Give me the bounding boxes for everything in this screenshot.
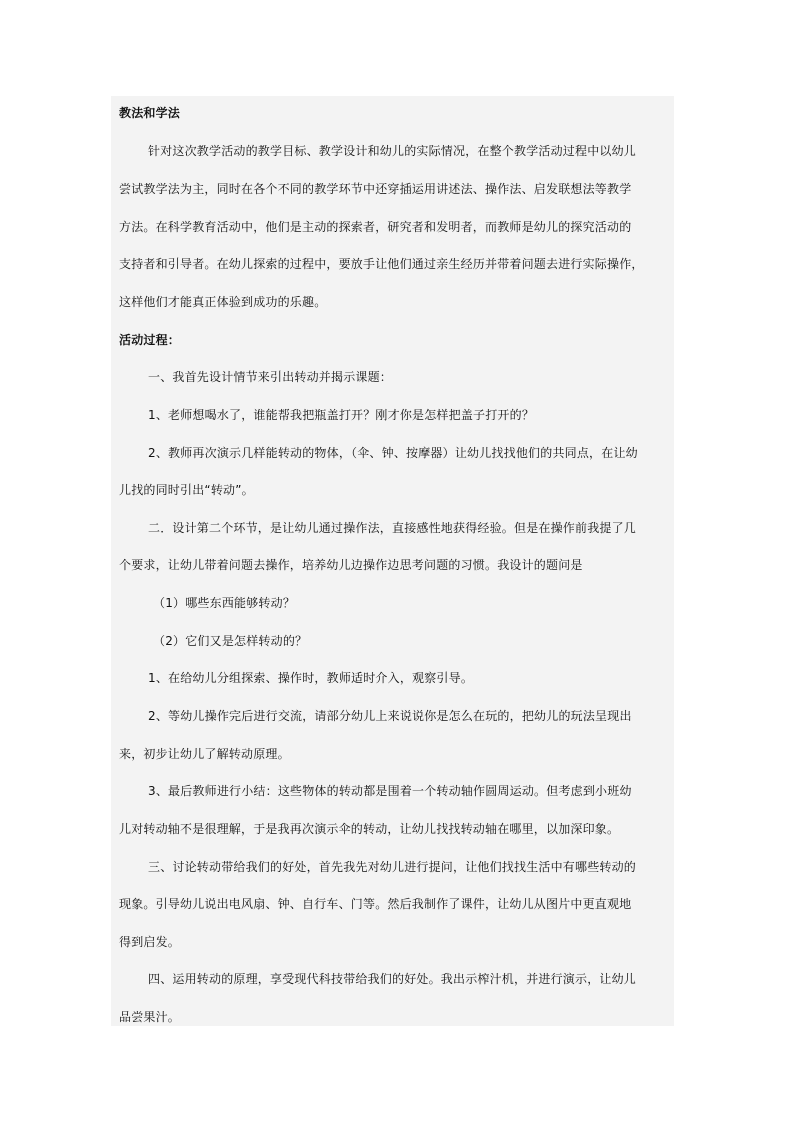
paragraph-line: 三、讨论转动带给我们的好处，首先我先对幼儿进行提问，让他们找找生活中有哪些转动的 xyxy=(148,860,637,874)
section-heading-process: 活动过程： xyxy=(119,333,181,347)
paragraph-line: 得到启发。 xyxy=(119,935,181,949)
paragraph-line: 2、教师再次演示几样能转动的物体，（伞、钟、按摩器）让幼儿找找他们的共同点，在让幼 xyxy=(148,446,638,460)
paragraph-line: 这样他们才能真正体验到成功的乐趣。 xyxy=(119,295,327,309)
paragraph-line: 针对这次教学活动的教学目标、教学设计和幼儿的实际情况，在整个教学活动过程中以幼儿 xyxy=(148,144,637,158)
paragraph-line: （1）哪些东西能够转动？ xyxy=(153,596,296,610)
paragraph-line: 方法。在科学教育活动中，他们是主动的探索者，研究者和发明者，而教师是幼儿的探究活动的 xyxy=(119,220,632,234)
paragraph-line: 2、等幼儿操作完后进行交流，请部分幼儿上来说说你是怎么在玩的，把幼儿的玩法呈现出 xyxy=(148,709,632,723)
paragraph-line: 二．设计第二个环节，是让幼儿通过操作法，直接感性地获得经验。但是在操作前我提了几 xyxy=(148,521,637,535)
section-heading-methods: 教法和学法 xyxy=(119,106,181,120)
paragraph-line: 现象。引导幼儿说出电风扇、钟、自行车、门等。然后我制作了课件，让幼儿从图片中更直观地 xyxy=(119,897,632,911)
paragraph-line: 来，初步让幼儿了解转动原理。 xyxy=(119,747,290,761)
paragraph-line: 一、我首先设计情节来引出转动并揭示课题： xyxy=(148,370,393,384)
paragraph-line: 儿对转动轴不是很理解，于是我再次演示伞的转动，让幼儿找找转动轴在哪里，以加深印象。 xyxy=(119,822,620,836)
paragraph-line: 1、在给幼儿分组探索、操作时，教师适时介入，观察引导。 xyxy=(148,671,474,685)
paragraph-line: 儿找的同时引出“转动”。 xyxy=(119,483,254,497)
paragraph-line: 四、运用转动的原理，享受现代科技带给我们的好处。我出示榨汁机，并进行演示，让幼儿 xyxy=(148,972,637,986)
paragraph-line: 3、最后教师进行小结：这些物体的转动都是围着一个转动轴作圆周运动。但考虑到小班幼 xyxy=(148,784,632,798)
paragraph-line: 品尝果汁。 xyxy=(119,1010,181,1024)
paragraph-line: （2）它们又是怎样转动的？ xyxy=(153,634,308,648)
paragraph-line: 支持者和引导者。在幼儿探索的过程中，要放手让他们通过亲生经历并带着问题去进行实际操作， xyxy=(119,257,644,271)
paragraph-line: 1、老师想喝水了，谁能帮我把瓶盖打开？刚才你是怎样把盖子打开的？ xyxy=(148,408,535,422)
paragraph-line: 个要求，让幼儿带着问题去操作，培养幼儿边操作边思考问题的习惯。我设计的题问是 xyxy=(119,558,583,572)
paragraph-line: 尝试教学法为主，同时在各个不同的教学环节中还穿插运用讲述法、操作法、启发联想法等教学 xyxy=(119,182,632,196)
